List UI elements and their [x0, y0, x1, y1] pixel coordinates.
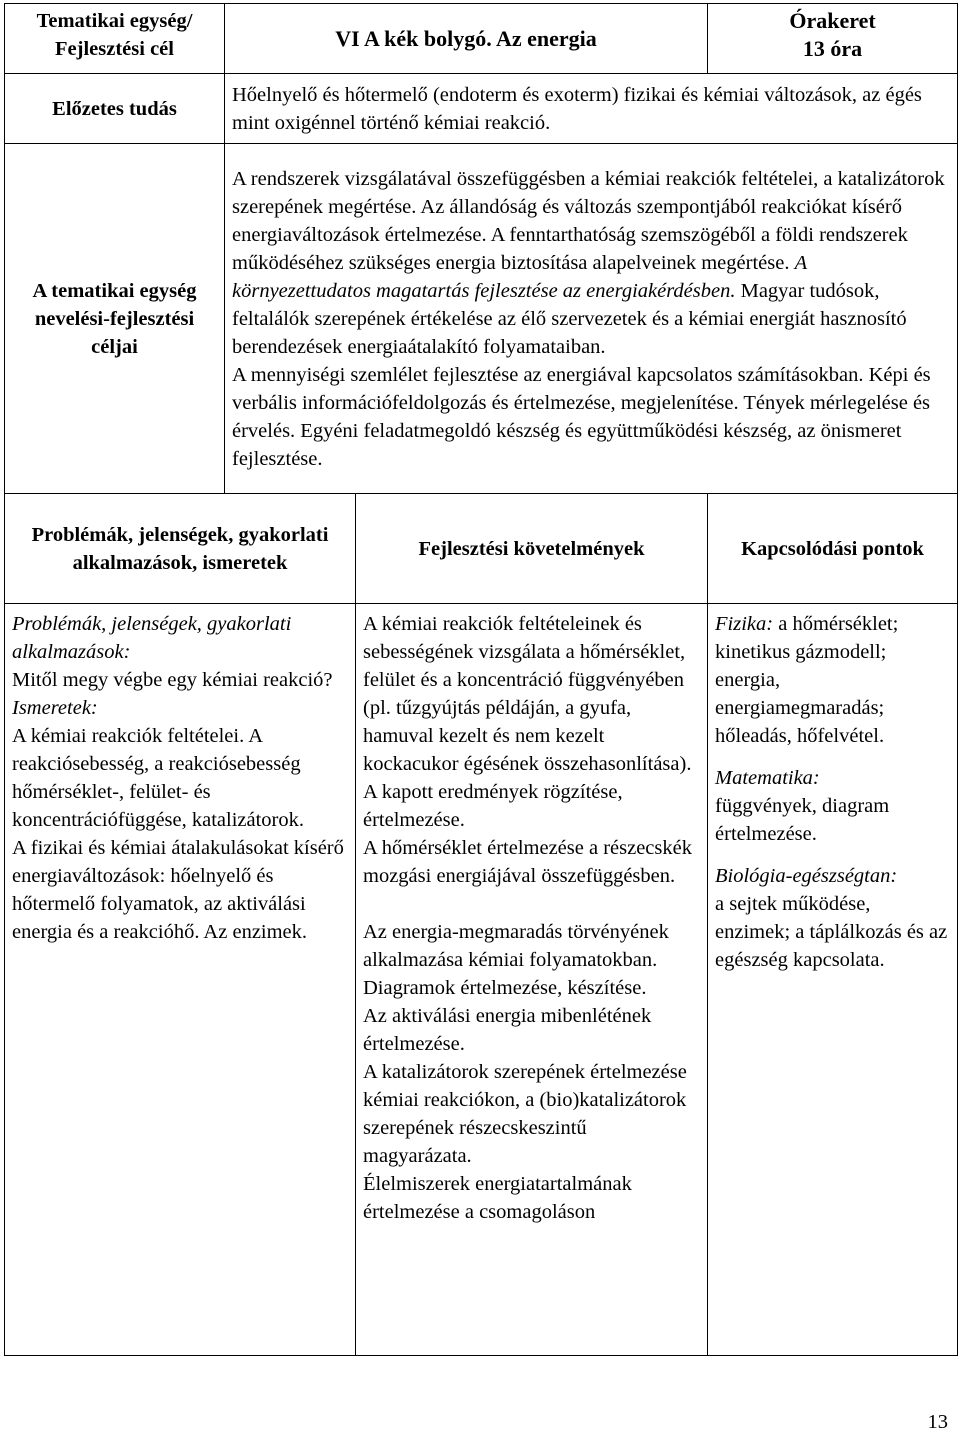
- spacer: [715, 750, 950, 764]
- problems-header-cell: [5, 494, 356, 604]
- requirements-header-cell: [356, 494, 708, 604]
- page-number: 13: [927, 1411, 948, 1433]
- curriculum-table: [4, 3, 958, 1356]
- connections-cell: [708, 604, 958, 1356]
- spacer: [715, 848, 950, 862]
- biology-text: a sejtek működése, enzimek; a táplálkozás és az egészség kapcsolata.: [715, 893, 948, 971]
- requirement-8: Élelmiszerek energiatartalmának értelmezése a csomagoláson: [363, 1173, 632, 1223]
- requirements-header: Fejlesztési követelmények: [418, 538, 645, 560]
- problems-label: Problémák, jelenségek, gyakorlati alkalmazások:: [12, 613, 292, 663]
- math-text: függvények, diagram értelmezése.: [715, 795, 890, 845]
- connections-header-cell: [708, 494, 958, 604]
- unit-label-line2: Fejlesztési cél: [55, 38, 174, 60]
- unit-title-cell: [225, 4, 708, 74]
- goals-text-part1: A rendszerek vizsgálatával összefüggésben a kémiai reakciók feltételei, a katalizátorok szerepének megértése. Az állandóság és változás szempontjából reakciókat kísérő energiaváltozások értelmezése. A fenntarthatóság szemszögéből a földi rendszerek működéséhez szükséges energia biztosítása alapelveinek megértése.: [232, 168, 945, 274]
- goals-text-cell: [225, 144, 958, 494]
- problems-question: Mitől megy végbe egy kémiai reakció?: [12, 669, 333, 691]
- columns-header-row: [5, 494, 958, 604]
- knowledge-label: Ismeretek:: [12, 697, 98, 719]
- hours-label: Órakeret: [789, 8, 876, 33]
- math-label: Matematika:: [715, 767, 820, 789]
- header-row: [5, 4, 958, 74]
- requirement-4: Az energia-megmaradás törvényének alkalmazása kémiai folyamatokban.: [363, 921, 669, 971]
- goals-label: A tematikai egység nevelési-fejlesztési céljai: [32, 280, 197, 358]
- physics-label: Fizika:: [715, 613, 774, 635]
- biology-label: Biológia-egészségtan:: [715, 865, 898, 887]
- goals-text-italic: A környezettudatos magatartás fejlesztése az energiakérdésben.: [232, 252, 807, 302]
- prior-knowledge-label-cell: [5, 74, 225, 144]
- requirement-1: A kémiai reakciók feltételeinek és sebességének vizsgálata a hőmérséklet, felület és a koncentráció függvényében (pl. tűzgyújtás példáján, a gyufa, hamuval kezelt és nem kezelt kockacukor égésének összehasonlítása).: [363, 613, 692, 775]
- goals-text-part3: A mennyiségi szemlélet fejlesztése az energiával kapcsolatos számításokban. Képi és verbális információfeldolgozás és értelmezése, megjelenítése. Tények mérlegelése és érvelés. Egyéni feladatmegoldó készség és együttműködési készség, az önismeret fejlesztése.: [232, 364, 931, 470]
- problems-cell: [5, 604, 356, 1356]
- connections-header: Kapcsolódási pontok: [741, 538, 924, 560]
- knowledge-text: A kémiai reakciók feltételei. A reakciósebesség, a reakciósebesség hőmérséklet-, felület- és koncentrációfüggése, katalizátorok.: [12, 725, 304, 831]
- physics-text: a hőmérséklet; kinetikus gázmodell; energia, energiamegmaradás; hőleadás, hőfelvétel.: [715, 613, 899, 747]
- prior-knowledge-label: Előzetes tudás: [52, 98, 177, 120]
- prior-knowledge-text-cell: [225, 74, 958, 144]
- energy-text: A fizikai és kémiai átalakulásokat kísérő energiaváltozások: hőelnyelő és hőtermelő folyamatok, az aktiválási energia és a reakcióhő. Az enzimek.: [12, 837, 344, 943]
- content-row: [5, 604, 958, 1356]
- goals-label-cell: [5, 144, 225, 494]
- goals-row: [5, 144, 958, 494]
- hours-value: 13 óra: [802, 36, 863, 61]
- prior-knowledge-text: Hőelnyelő és hőtermelő (endoterm és exoterm) fizikai és kémiai változások, az égés mint oxigénnel történő kémiai reakció.: [232, 84, 922, 134]
- requirement-3: A hőmérséklet értelmezése a részecskék mozgási energiájával összefüggésben.: [363, 837, 692, 887]
- spacer: [363, 890, 700, 918]
- requirements-cell: [356, 604, 708, 1356]
- requirement-7: A katalizátorok szerepének értelmezése kémiai reakciókon, a (bio)katalizátorok szerepének részecskeszintű magyarázata.: [363, 1061, 687, 1167]
- hours-cell: [708, 4, 958, 74]
- physics-connection: [715, 610, 950, 750]
- requirement-5: Diagramok értelmezése, készítése.: [363, 977, 647, 999]
- problems-header: Problémák, jelenségek, gyakorlati alkalmazások, ismeretek: [31, 524, 329, 574]
- unit-label-cell: [5, 4, 225, 74]
- unit-label-line1: Tematikai egység/: [36, 10, 193, 32]
- goals-text-part2: Magyar tudósok, feltalálók szerepének értékelése az élő szervezetek és a kémiai energiát hasznosító berendezések energiaátalakító folyamataiban.: [232, 280, 907, 358]
- goals-paragraph-1: [232, 165, 950, 361]
- requirement-2: A kapott eredmények rögzítése, értelmezése.: [363, 781, 623, 831]
- requirement-6: Az aktiválási energia mibenlétének értelmezése.: [363, 1005, 652, 1055]
- prior-knowledge-row: [5, 74, 958, 144]
- unit-title: VI A kék bolygó. Az energia: [335, 26, 597, 51]
